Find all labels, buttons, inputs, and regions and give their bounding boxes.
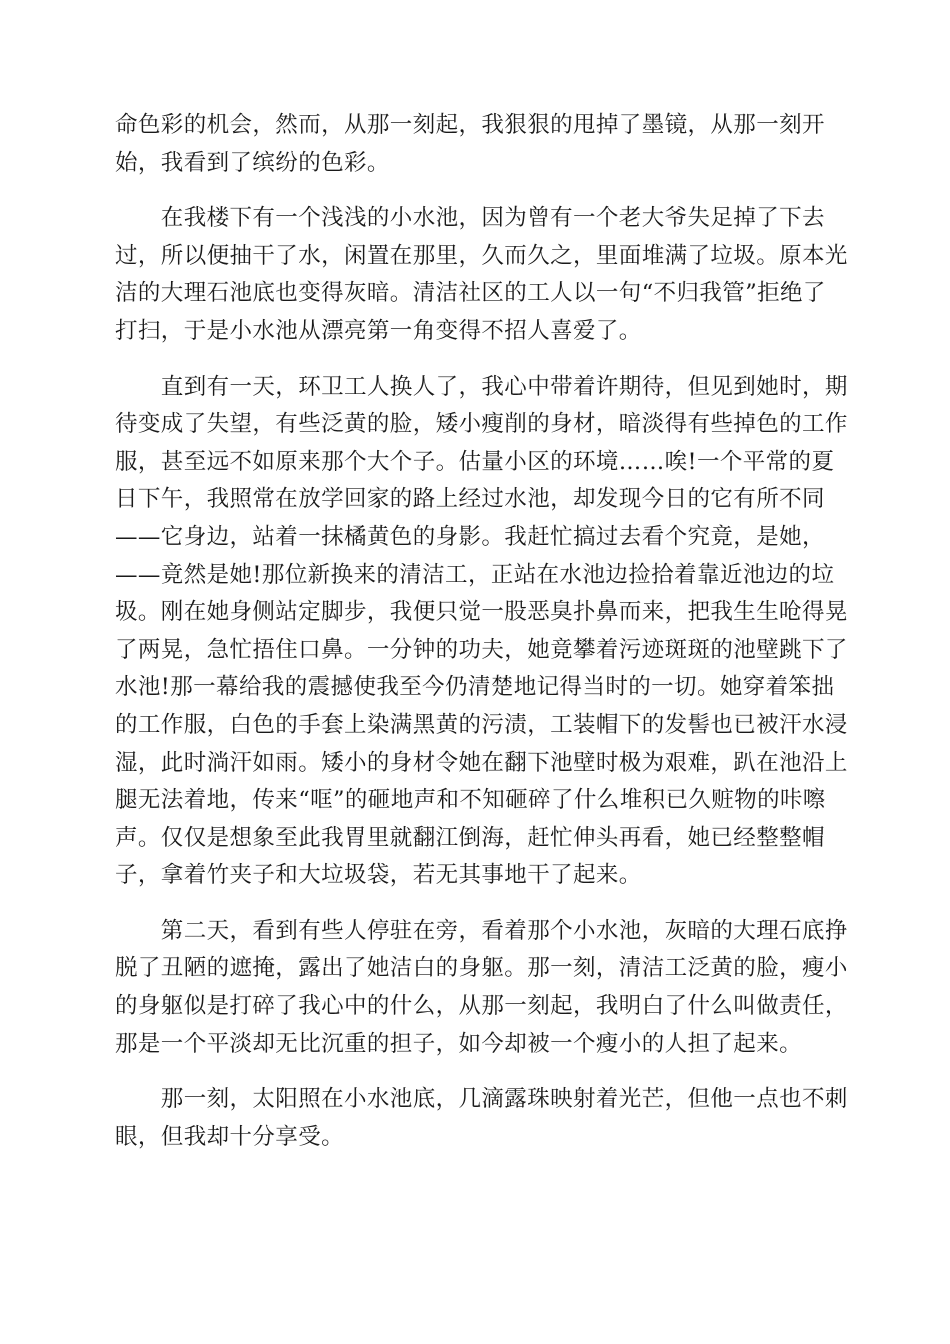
text-line: 腿无法着地，传来“哐”的砸地声和不知砸碎了什么堆积已久赃物的咔嚓 bbox=[115, 787, 826, 814]
paragraph-3 bbox=[115, 369, 848, 895]
text-line: 第二天，看到有些人停驻在旁，看着那个小水池，灰暗的大理石底挣 bbox=[115, 917, 848, 944]
text-line: ——竟然是她!那位新换来的清洁工，正站在水池边捡拾着靠近池边的垃 bbox=[115, 561, 835, 588]
text-line: 水池!那一幕给我的震撼使我至今仍清楚地记得当时的一切。她穿着笨拙 bbox=[115, 674, 835, 701]
text-line: 湿，此时淌汗如雨。矮小的身材令她在翻下池壁时极为艰难，趴在池沿上 bbox=[115, 749, 848, 776]
text-line: 在我楼下有一个浅浅的小水池，因为曾有一个老大爷失足掉了下去 bbox=[115, 205, 825, 232]
text-line: 的工作服，白色的手套上染满黑黄的污渍，工装帽下的发髻也已被汗水浸 bbox=[115, 711, 848, 738]
document-page bbox=[115, 107, 848, 1174]
text-line: 声。仅仅是想象至此我胃里就翻江倒海，赶忙伸头再看，她已经整整帽 bbox=[115, 824, 825, 851]
text-line: 洁的大理石池底也变得灰暗。清洁社区的工人以一句“不归我管”拒绝了 bbox=[115, 280, 826, 307]
text-line: 待变成了失望，有些泛黄的脸，矮小瘦削的身材，暗淡得有些掉色的工作 bbox=[115, 411, 848, 438]
text-line: 那是一个平淡却无比沉重的担子，如今却被一个瘦小的人担了起来。 bbox=[115, 1030, 803, 1057]
text-line: 日下午，我照常在放学回家的路上经过水池，却发现今日的它有所不同 bbox=[115, 486, 825, 513]
paragraph-1 bbox=[115, 107, 837, 182]
text-line: 打扫，于是小水池从漂亮第一角变得不招人喜爱了。 bbox=[115, 317, 642, 344]
paragraph-2 bbox=[115, 200, 848, 350]
text-line: 的身躯似是打碎了我心中的什么，从那一刻起，我明白了什么叫做责任， bbox=[115, 993, 848, 1020]
paragraph-4 bbox=[115, 913, 848, 1063]
text-line: 过，所以便抽干了水，闲置在那里，久而久之，里面堆满了垃圾。原本光 bbox=[115, 242, 848, 269]
paragraph-5 bbox=[115, 1081, 848, 1156]
text-line: 圾。刚在她身侧站定脚步，我便只觉一股恶臭扑鼻而来，把我生生呛得晃 bbox=[115, 599, 848, 626]
text-line: 命色彩的机会，然而，从那一刻起，我狠狠的甩掉了墨镜，从那一刻开 bbox=[115, 112, 825, 138]
text-line: 脱了丑陋的遮掩，露出了她洁白的身躯。那一刻，清洁工泛黄的脸，瘦小 bbox=[115, 955, 848, 982]
text-line: 始，我看到了缤纷的色彩。 bbox=[115, 149, 390, 176]
text-line: ——它身边，站着一抹橘黄色的身影。我赶忙搞过去看个究竟，是她， bbox=[115, 523, 825, 550]
text-line: 了两晃，急忙捂住口鼻。一分钟的功夫，她竟攀着污迹斑斑的池壁跳下了 bbox=[115, 636, 848, 663]
text-line: 子，拿着竹夹子和大垃圾袋，若无其事地干了起来。 bbox=[115, 862, 642, 889]
text-line: 服，甚至远不如原来那个大个子。估量小区的环境……唉!一个平常的夏 bbox=[115, 448, 835, 475]
text-line: 眼，但我却十分享受。 bbox=[115, 1123, 345, 1150]
text-line: 直到有一天，环卫工人换人了，我心中带着许期待，但见到她时，期 bbox=[115, 373, 848, 400]
text-line: 那一刻，太阳照在小水池底，几滴露珠映射着光芒，但他一点也不刺 bbox=[115, 1086, 848, 1113]
